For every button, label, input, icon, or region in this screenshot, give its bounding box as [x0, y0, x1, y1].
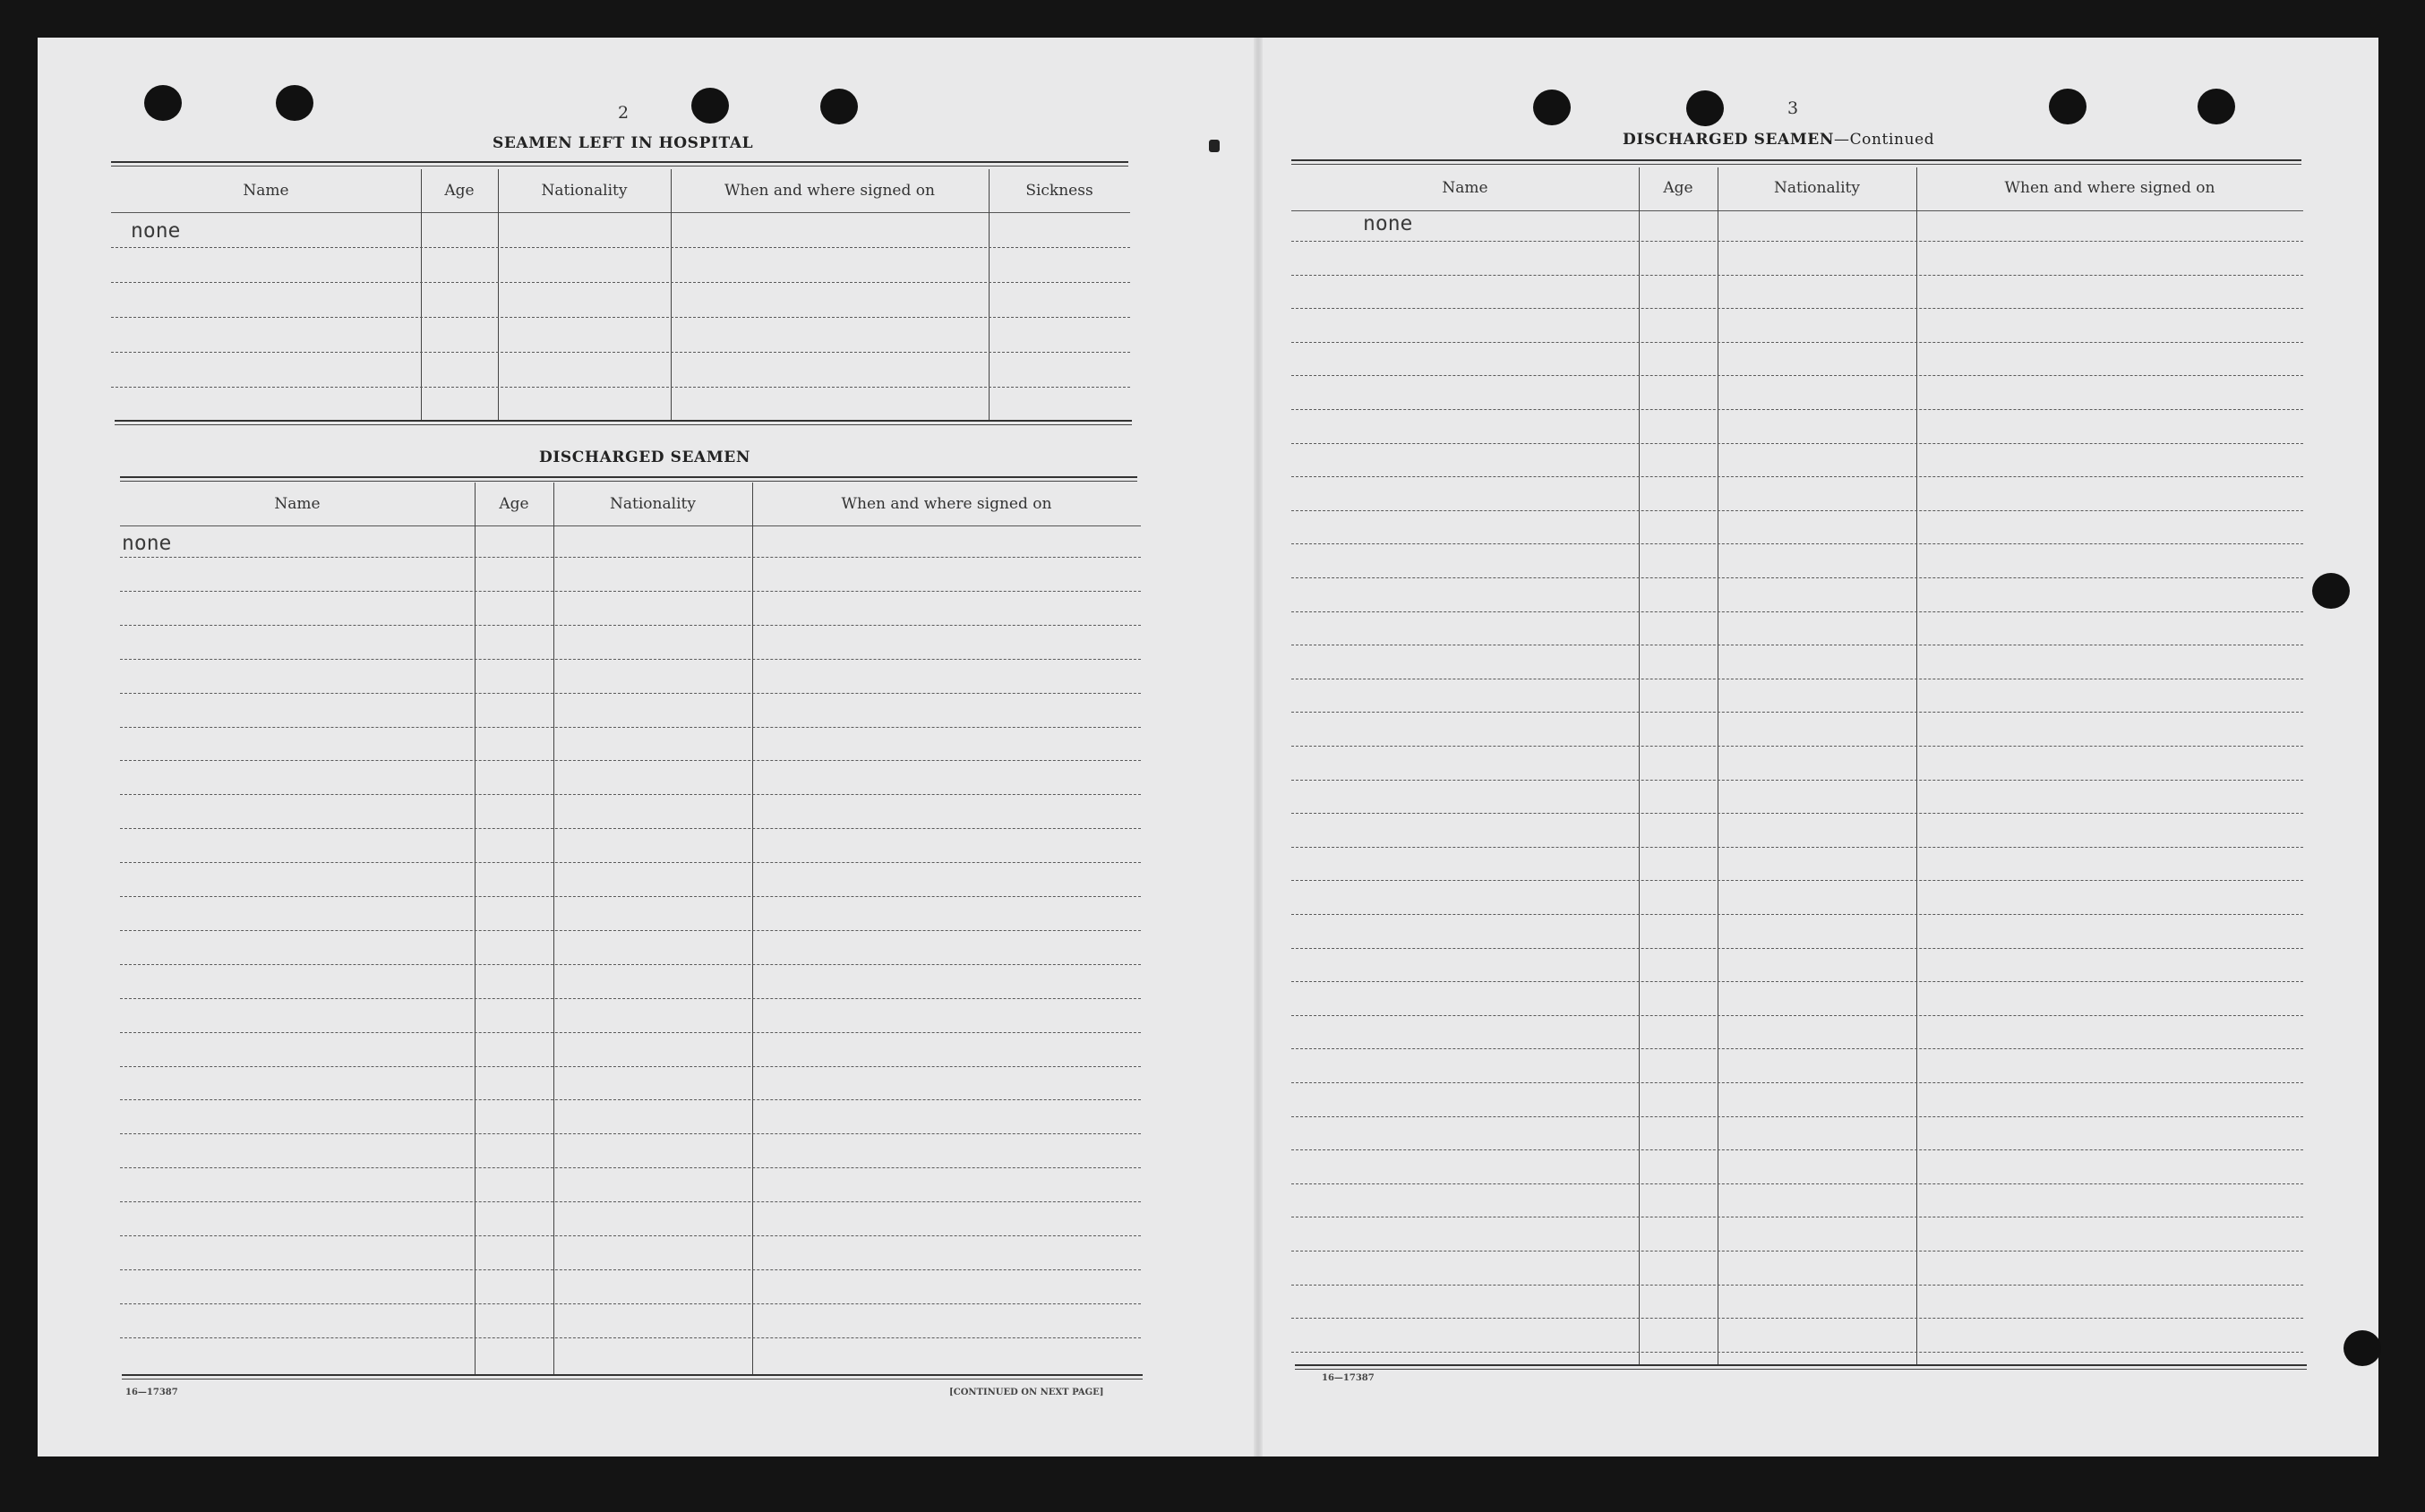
row-line — [1291, 948, 2303, 949]
punch-hole — [820, 89, 858, 124]
rule-double — [1295, 1364, 2307, 1366]
row-line — [111, 352, 1130, 353]
rule-double — [122, 1374, 1143, 1376]
row-line — [1291, 1285, 2303, 1286]
column-header-name: Name — [274, 495, 321, 513]
row-line — [1291, 712, 2303, 713]
row-line — [1291, 780, 2303, 781]
row-line — [120, 1066, 1141, 1067]
punch-hole — [276, 85, 313, 121]
row-line — [120, 557, 1141, 558]
row-line — [120, 1235, 1141, 1236]
column-divider — [498, 169, 499, 422]
hospital-table — [111, 169, 1130, 422]
row-line — [1291, 375, 2303, 376]
punch-hole — [144, 85, 182, 121]
column-header-name: Name — [1442, 179, 1488, 197]
row-line — [111, 247, 1130, 248]
row-line — [120, 625, 1141, 626]
discharged-continued-entry-name: none — [1363, 212, 1413, 235]
discharged-entry-name: none — [122, 532, 172, 555]
column-divider — [1639, 167, 1640, 1364]
rule-double — [111, 161, 1128, 163]
row-line — [1291, 308, 2303, 309]
row-line — [120, 828, 1141, 829]
row-line — [120, 1303, 1141, 1304]
column-divider — [752, 483, 753, 1374]
row-line — [120, 964, 1141, 965]
column-header-nationality: Nationality — [541, 182, 628, 200]
page-number-right: 3 — [1787, 98, 1799, 118]
row-line — [1291, 1048, 2303, 1049]
rule-double — [120, 476, 1137, 478]
row-line — [1291, 275, 2303, 276]
row-line — [111, 387, 1130, 388]
column-divider — [671, 169, 672, 422]
row-line — [120, 760, 1141, 761]
form-number-left: 16—17387 — [125, 1388, 178, 1397]
hospital-entry-name: none — [131, 219, 181, 243]
column-header-age: Age — [1663, 179, 1693, 197]
row-line — [1291, 241, 2303, 242]
column-divider — [421, 169, 422, 422]
row-line — [1291, 1149, 2303, 1150]
row-line — [1291, 443, 2303, 444]
title-main: DISCHARGED SEAMEN — [1623, 131, 1834, 149]
continued-note: [CONTINUED ON NEXT PAGE] — [949, 1388, 1104, 1397]
punch-hole — [2198, 89, 2235, 124]
row-line — [120, 727, 1141, 728]
row-line — [120, 659, 1141, 660]
discharged-table-right — [1291, 167, 2303, 1364]
column-divider — [1916, 167, 1917, 1364]
row-line — [120, 1167, 1141, 1168]
column-header-name: Name — [243, 182, 289, 200]
discharged-table-left — [120, 483, 1141, 1374]
row-line — [1291, 1015, 2303, 1016]
row-line — [1291, 510, 2303, 511]
row-line — [1291, 409, 2303, 410]
title-suffix: —Continued — [1833, 131, 1935, 149]
punch-hole — [691, 88, 729, 124]
row-line — [111, 317, 1130, 318]
row-line — [1291, 880, 2303, 881]
row-line — [1291, 476, 2303, 477]
row-line — [1291, 813, 2303, 814]
rule-double — [115, 420, 1132, 422]
punch-hole — [2312, 573, 2350, 609]
column-header-age: Age — [444, 182, 475, 200]
column-header-age: Age — [499, 495, 529, 513]
row-line — [120, 998, 1141, 999]
section-title-hospital: SEAMEN LEFT IN HOSPITAL — [493, 134, 754, 152]
punch-hole — [1686, 90, 1724, 126]
row-line — [1291, 543, 2303, 544]
row-line — [1291, 577, 2303, 578]
row-line — [120, 1269, 1141, 1270]
row-line — [1291, 342, 2303, 343]
form-number-right: 16—17387 — [1322, 1373, 1375, 1383]
page-number-left: 2 — [618, 103, 630, 123]
column-divider — [989, 169, 990, 422]
section-title-discharged: DISCHARGED SEAMEN — [539, 448, 750, 466]
column-divider — [475, 483, 476, 1374]
row-line — [1291, 746, 2303, 747]
column-header-when-where: When and where signed on — [2004, 179, 2215, 197]
punch-hole — [1533, 90, 1571, 125]
row-line — [120, 794, 1141, 795]
center-fold — [1254, 38, 1263, 1456]
row-line — [1291, 1082, 2303, 1083]
row-line — [120, 693, 1141, 694]
row-line — [1291, 981, 2303, 982]
section-title-discharged-continued — [1623, 131, 1934, 149]
document-sheet — [38, 38, 2378, 1456]
column-header-sickness: Sickness — [1025, 182, 1093, 200]
row-line — [120, 1133, 1141, 1134]
row-line — [1291, 611, 2303, 612]
column-header-when-where: When and where signed on — [841, 495, 1052, 513]
punch-hole — [2049, 89, 2087, 124]
row-line — [120, 1099, 1141, 1100]
row-line — [120, 1201, 1141, 1202]
row-line — [120, 896, 1141, 897]
column-header-nationality: Nationality — [1774, 179, 1860, 197]
row-line — [120, 591, 1141, 592]
row-line — [120, 1337, 1141, 1338]
row-line — [1291, 914, 2303, 915]
column-header-when-where: When and where signed on — [724, 182, 935, 200]
rule-double — [1291, 159, 2301, 161]
row-line — [120, 1032, 1141, 1033]
row-line — [1291, 847, 2303, 848]
row-line — [120, 862, 1141, 863]
ink-fleck — [1209, 140, 1220, 152]
punch-hole — [2344, 1330, 2381, 1366]
row-line — [111, 282, 1130, 283]
row-line — [1291, 1352, 2303, 1353]
row-line — [1291, 1318, 2303, 1319]
row-line — [120, 930, 1141, 931]
column-divider — [553, 483, 554, 1374]
row-line — [1291, 1116, 2303, 1117]
row-line — [1291, 1183, 2303, 1184]
column-header-nationality: Nationality — [610, 495, 696, 513]
